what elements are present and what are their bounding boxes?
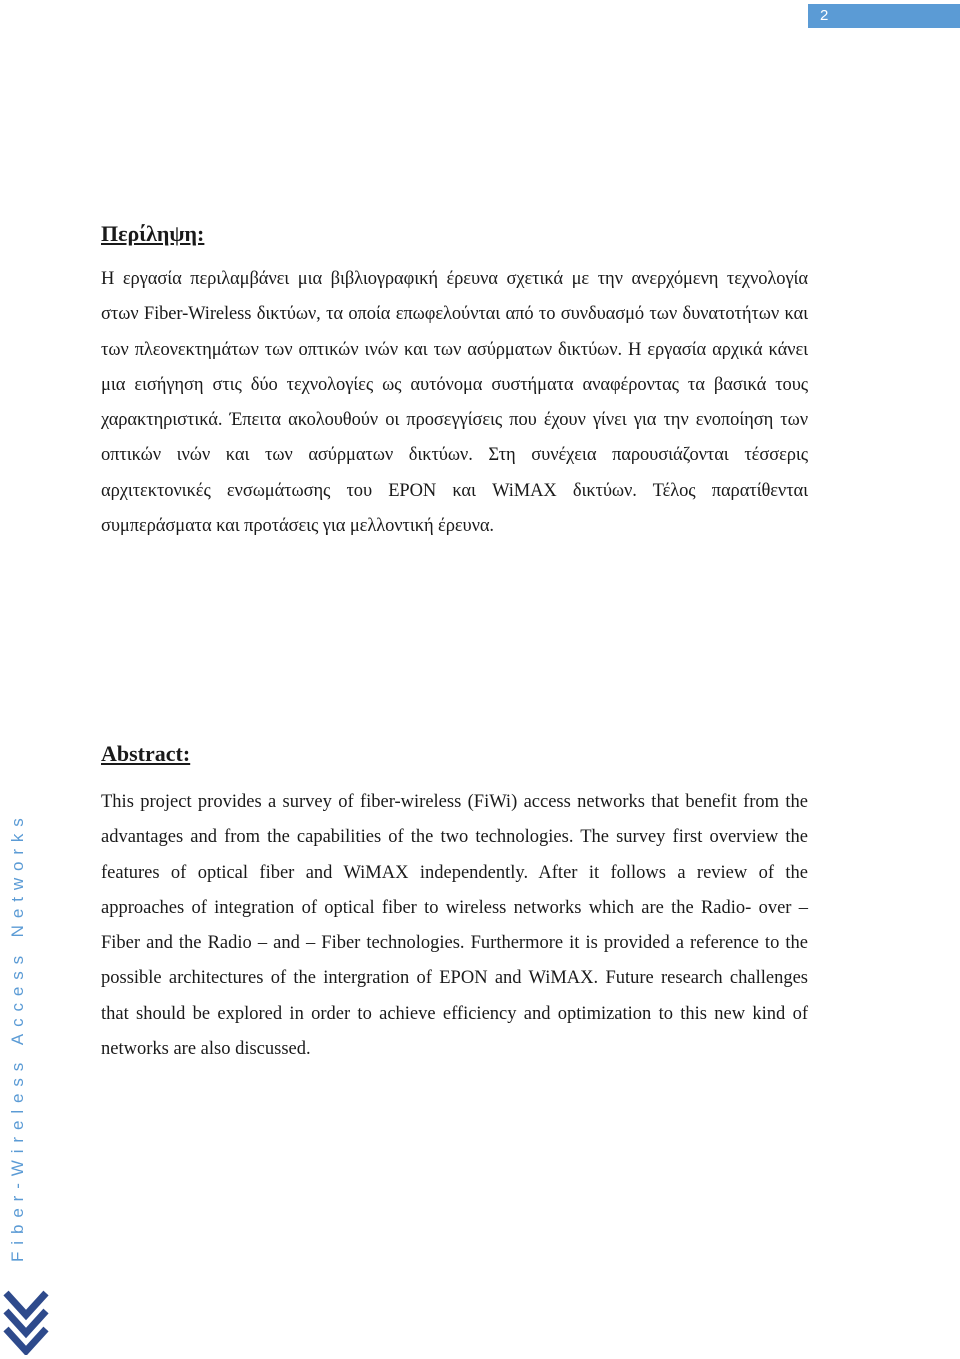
abstract-heading: Abstract:	[101, 741, 191, 766]
greek-summary-section	[101, 220, 808, 544]
page-number: 2	[820, 7, 829, 24]
double-chevron-down-icon	[2, 1289, 50, 1355]
running-title: Fiber-Wireless Access Networks	[8, 811, 27, 1262]
page-number-badge	[808, 4, 960, 28]
greek-summary-body: Η εργασία περιλαμβάνει μια βιβλιογραφική έρευνα σχετικά με την ανερχόμενη τεχνολογία στων Fiber-Wireless δικτύων, τα οποία επωφελούνται από το συνδυασμό των δυνατοτήτων και των πλεονεκτημάτων των οπτικών ινών και των ασύρματων δικτύων. Η εργασία αρχικά κάνει μια εισήγηση στις δύο τεχνολογίες ως αυτόνομα συστήματα αναφέροντας τα βασικά τους χαρακτηριστικά. Έπειτα ακολουθούν οι προσεγγίσεις που έχουν γίνει για την ενοποίηση των οπτικών ινών και των ασύρματων δικτύων. Στη συνέχεια παρουσιάζονται τέσσερις αρχιτεκτονικές ενσωμάτωσης του EPON και WiMAX δικτύων. Τέλος παρατίθενται συμπεράσματα και προτάσεις για μελλοντική έρευνα.	[101, 269, 808, 537]
abstract-body: This project provides a survey of fiber-wireless (FiWi) access networks that benefit from the advantages and from the capabilities of the two technologies. The survey first overview the features of optical fiber and WiMAX independently. After it follows a review of the approaches of integration of optical fiber to wireless networks which are the Radio- over – Fiber and the Radio – and – Fiber technologies. Furthermore it is provided a reference to the possible architectures of the intergration of EPON and WiMAX. Future research challenges that should be explored in order to achieve efficiency and optimization to this new kind of networks are also discussed.	[101, 792, 808, 1060]
greek-summary-heading: Περίληψη:	[101, 221, 205, 246]
abstract-section	[101, 740, 808, 1067]
